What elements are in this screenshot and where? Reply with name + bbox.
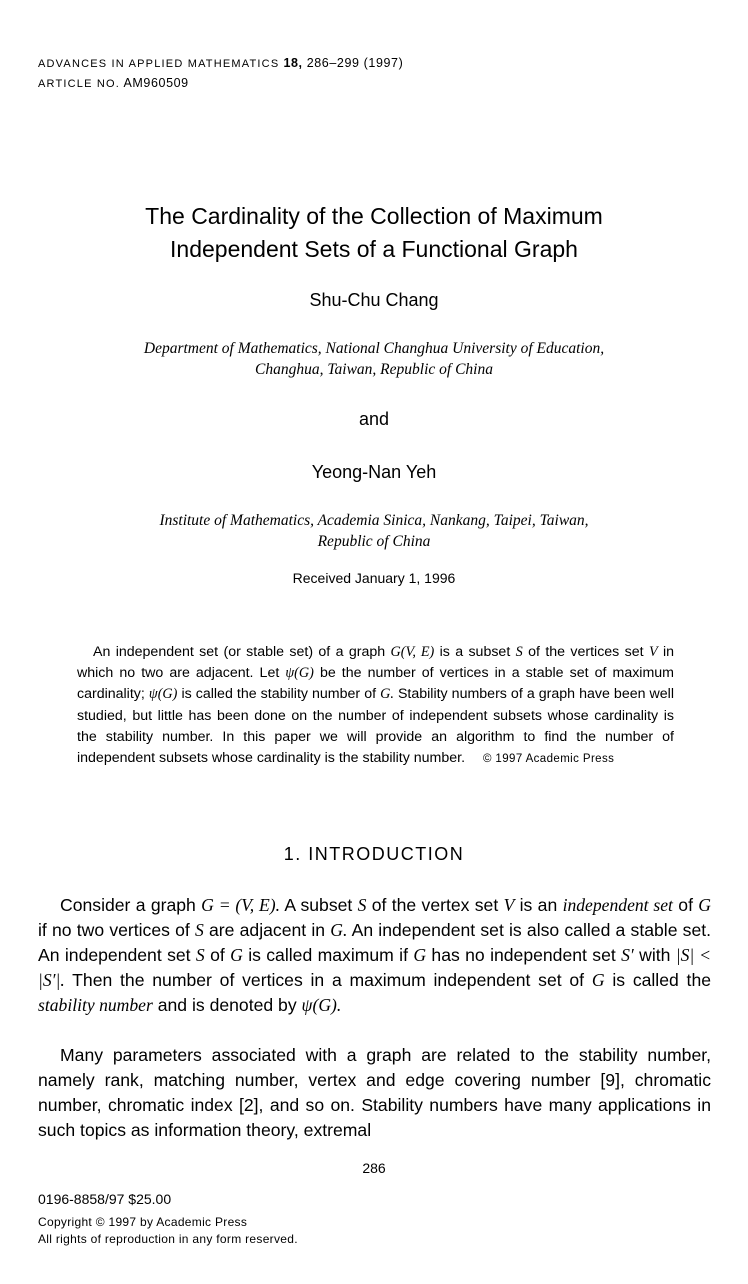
body-text: A subset bbox=[284, 895, 353, 915]
body-text: with bbox=[639, 945, 671, 965]
body-text: has no independent set bbox=[431, 945, 616, 965]
body-text: and is denoted by bbox=[157, 995, 297, 1015]
math-s: S bbox=[195, 920, 204, 940]
body-text: of the vertex set bbox=[371, 895, 499, 915]
author-2-affil-line-2: Republic of China bbox=[317, 533, 431, 550]
and-separator: and bbox=[358, 409, 390, 429]
journal-volume: 18, bbox=[283, 56, 303, 70]
math-g: G. bbox=[380, 686, 394, 703]
article-number-label: ARTICLE NO. bbox=[38, 78, 121, 90]
math-g-equals-ve: G = (V, E). bbox=[201, 895, 280, 915]
section-heading: 1. INTRODUCTION bbox=[283, 844, 465, 864]
abstract-text: be the number of vertices in a stable set of maximum cardinality; bbox=[77, 665, 674, 703]
paper-title bbox=[0, 200, 748, 266]
math-g: G bbox=[413, 945, 427, 965]
footer-copyright: Copyright © 1997 by Academic Press bbox=[38, 1215, 248, 1229]
math-s: S bbox=[357, 895, 367, 915]
author-2-affil-line-1: Institute of Mathematics, Academia Sinica, Nankang, Taipei, Taiwan, bbox=[159, 512, 589, 529]
math-g: G. bbox=[330, 920, 348, 940]
abstract-text: in which no two are adjacent. Let bbox=[77, 644, 675, 682]
abstract bbox=[77, 642, 674, 770]
abstract-text: is called the stability number of bbox=[181, 686, 377, 703]
term-stability-number: stability number bbox=[38, 995, 153, 1015]
math-s-prime: S′ bbox=[621, 945, 634, 965]
body-text: Consider a graph bbox=[60, 895, 196, 915]
footer-issn-price: 0196-8858/97 $25.00 bbox=[38, 1191, 172, 1207]
math-g: G bbox=[698, 895, 712, 915]
journal-name: ADVANCES IN APPLIED MATHEMATICS bbox=[38, 58, 280, 70]
body-text: Then the number of vertices in a maximum independent set of bbox=[72, 970, 585, 990]
math-v: V bbox=[503, 895, 515, 915]
abstract-text: Stability numbers of a graph have been well studied, but little has been done on the number of independent subsets whose cardinality is the stability number. In this paper we will provide an algorithm to find the number of independent subsets whose cardinality is the stability number. bbox=[77, 686, 674, 767]
abstract-text: of the vertices set bbox=[528, 644, 644, 660]
math-g: G bbox=[591, 970, 605, 990]
author-1-affiliation bbox=[0, 338, 748, 380]
received-date: Received January 1, 1996 bbox=[292, 570, 456, 586]
article-number-line bbox=[38, 76, 189, 90]
body-text: if no two vertices of bbox=[38, 920, 190, 940]
math-s: S bbox=[195, 945, 205, 965]
abstract-text: An independent set (or stable set) of a graph bbox=[93, 644, 386, 660]
body-text: are adjacent in bbox=[209, 920, 326, 940]
math-s: S bbox=[515, 644, 523, 660]
journal-header bbox=[38, 56, 403, 70]
body-text: is an bbox=[519, 895, 558, 915]
author-1-name: Shu-Chu Chang bbox=[309, 290, 439, 310]
abstract-text: is a subset bbox=[439, 644, 511, 660]
math-psi-g: ψ(G). bbox=[301, 995, 342, 1015]
intro-paragraph-1 bbox=[38, 893, 711, 1018]
math-g: G bbox=[230, 945, 243, 965]
math-psi-g: ψ(G) bbox=[285, 665, 314, 682]
math-v: V bbox=[648, 644, 658, 660]
body-text: is called the bbox=[612, 970, 712, 990]
body-text: An independent set is also called a stable set. An independent set bbox=[38, 920, 712, 965]
math-psi-g: ψ(G) bbox=[148, 686, 178, 703]
footer-rights: All rights of reproduction in any form reserved. bbox=[38, 1232, 298, 1246]
author-1-affil-line-2: Changhua, Taiwan, Republic of China bbox=[255, 361, 493, 378]
title-line-1: The Cardinality of the Collection of Maximum bbox=[145, 203, 603, 229]
math-cardinality-inequality: |S| < |S′|. bbox=[38, 945, 712, 990]
math-g-v-e: G(V, E) bbox=[390, 644, 435, 660]
body-text: is called maximum if bbox=[248, 945, 408, 965]
author-2-affiliation bbox=[0, 510, 748, 552]
intro-paragraph-2: Many parameters associated with a graph are related to the stability number, namely rank, matching number, vertex and edge covering number [9], chromatic number, chromatic index [2], and so on. Stability numbers have many applications in such topics as information theory, extremal bbox=[38, 1045, 711, 1140]
term-independent-set: independent set bbox=[562, 895, 673, 915]
body-text: of bbox=[210, 945, 225, 965]
author-1-affil-line-1: Department of Mathematics, National Changhua University of Education, bbox=[143, 340, 605, 357]
article-number: AM960509 bbox=[123, 76, 189, 90]
body-text: of bbox=[678, 895, 693, 915]
abstract-copyright: © 1997 Academic Press bbox=[482, 753, 615, 766]
page-number: 286 bbox=[362, 1160, 386, 1176]
author-2-name: Yeong-Nan Yeh bbox=[311, 462, 437, 482]
title-line-2: Independent Sets of a Functional Graph bbox=[170, 236, 578, 262]
journal-pages-year: 286–299 (1997) bbox=[306, 56, 404, 70]
